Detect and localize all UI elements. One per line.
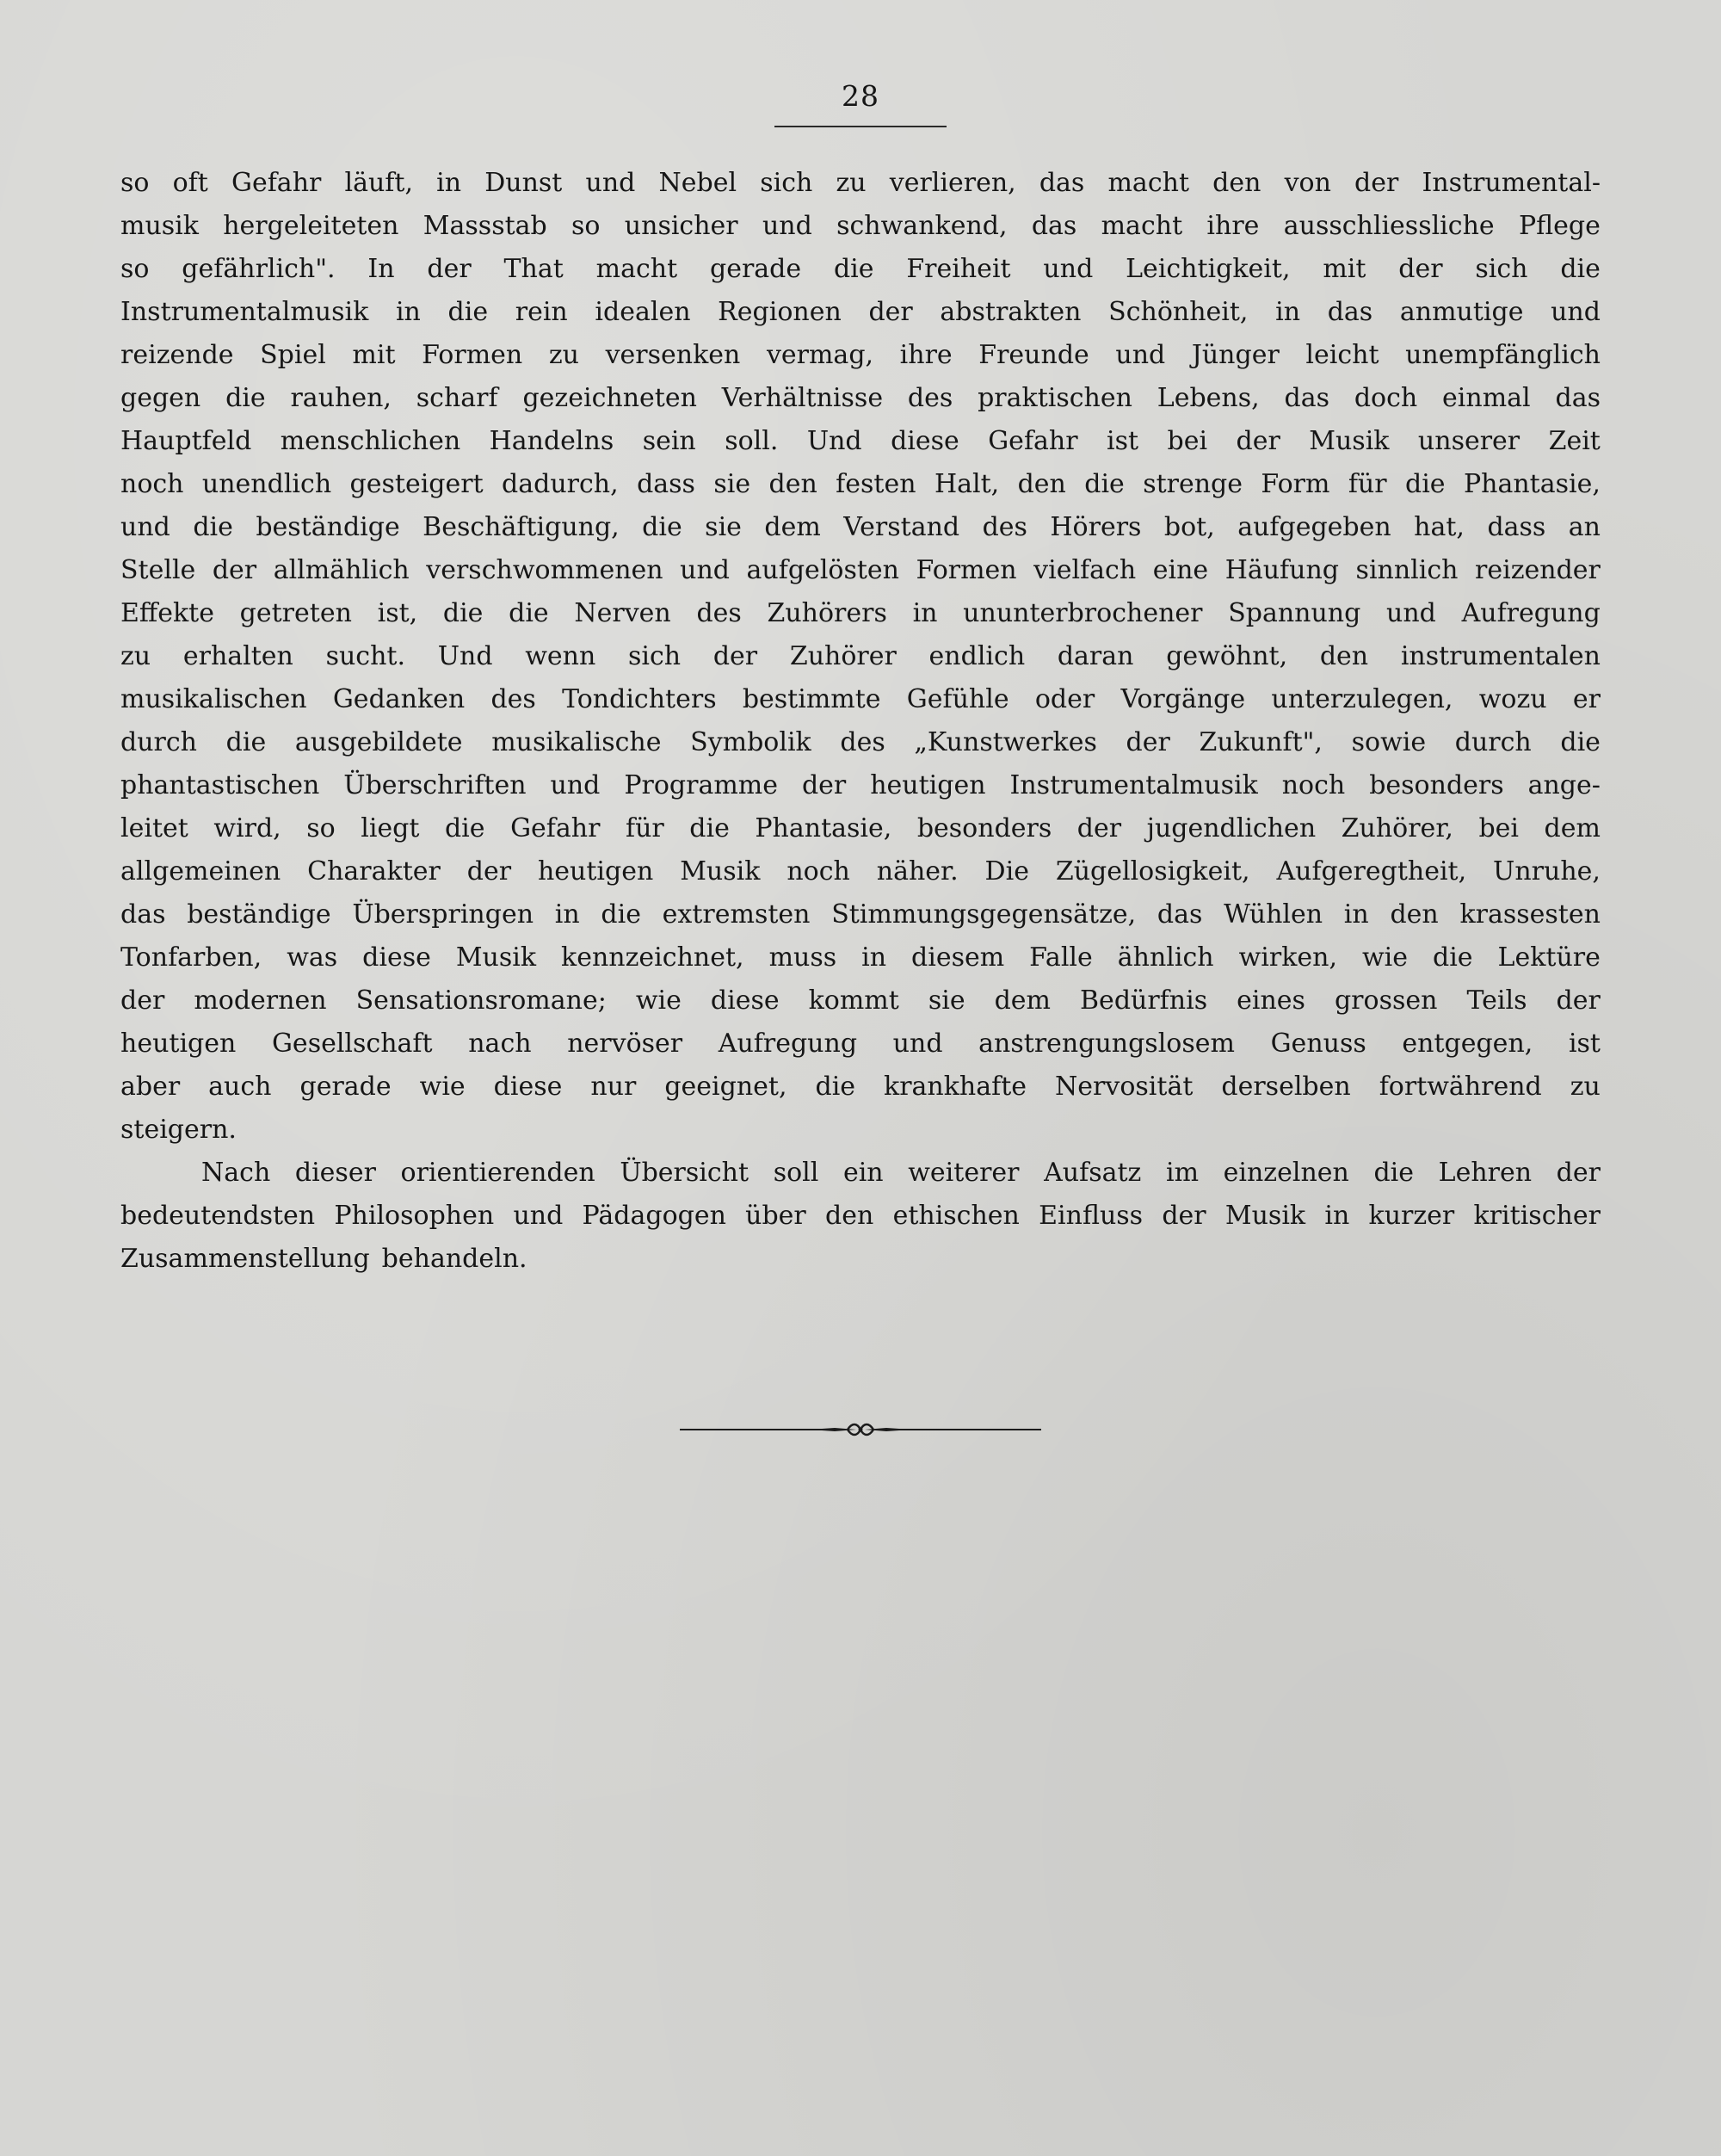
text-line: bedeutendsten Philosophen und Pädagogen über den ethischen Einfluss der Musik in kurzer kritischer	[120, 1201, 1601, 1231]
text-line: Effekte getreten ist, die die Nerven des Zuhörers in ununterbrochener Spannung und Aufregung	[120, 598, 1601, 628]
ornament-divider	[680, 1412, 1041, 1446]
text-line: allgemeinen Charakter der heutigen Musik noch näher. Die Zügellosigkeit, Aufgeregtheit, Unruhe,	[120, 856, 1601, 886]
text-line: aber auch gerade wie diese nur geeignet, die krankhafte Nervosität derselben fortwährend zu	[120, 1072, 1601, 1102]
ornament-rule-left	[680, 1428, 856, 1431]
text-line: durch die ausgebildete musikalische Symbolik des „Kunstwerkes der Zukunft", sowie durch die	[120, 727, 1601, 757]
header-rule	[774, 126, 947, 127]
text-line: Nach dieser orientierenden Übersicht soll ein weiterer Aufsatz im einzelnen die Lehren der	[201, 1158, 1601, 1188]
page-number: 28	[842, 79, 879, 113]
text-line: zu erhalten sucht. Und wenn sich der Zuhörer endlich daran gewöhnt, den instrumentalen	[120, 641, 1601, 671]
text-line: das beständige Überspringen in die extremsten Stimmungsgegensätze, das Wühlen in den krassesten	[120, 899, 1601, 930]
text-line: und die beständige Beschäftigung, die sie dem Verstand des Hörers bot, aufgegeben hat, dass an	[120, 512, 1601, 542]
text-line: Instrumentalmusik in die rein idealen Regionen der abstrakten Schönheit, in das anmutige und	[120, 297, 1601, 327]
text-line: Hauptfeld menschlichen Handelns sein soll. Und diese Gefahr ist bei der Musik unserer Zeit	[120, 426, 1601, 456]
text-line: Tonfarben, was diese Musik kennzeichnet, muss in diesem Falle ähnlich wirken, wie die Lektüre	[120, 942, 1601, 973]
text-line: heutigen Gesellschaft nach nervöser Aufregung und anstrengungslosem Genuss entgegen, ist	[120, 1029, 1601, 1059]
text-line: Zusammenstellung behandeln.	[120, 1244, 527, 1274]
text-line: steigern.	[120, 1115, 237, 1145]
ornament-rule-right	[865, 1428, 1041, 1431]
text-line: Stelle der allmählich verschwommenen und aufgelösten Formen vielfach eine Häufung sinnlich reizender	[120, 555, 1601, 585]
text-line: so gefährlich". In der That macht gerade die Freiheit und Leichtigkeit, mit der sich die	[120, 254, 1601, 284]
text-line: so oft Gefahr läuft, in Dunst und Nebel sich zu verlieren, das macht den von der Instrumental-	[120, 168, 1601, 198]
text-line: musik hergeleiteten Massstab so unsicher und schwankend, das macht ihre ausschliessliche Pflege	[120, 211, 1601, 241]
text-line: der modernen Sensationsromane; wie diese kommt sie dem Bedürfnis eines grossen Teils der	[120, 985, 1601, 1016]
text-line: noch unendlich gesteigert dadurch, dass sie den festen Halt, den die strenge Form für die Phantasie,	[120, 469, 1601, 499]
text-line: gegen die rauhen, scharf gezeichneten Verhältnisse des praktischen Lebens, das doch einmal das	[120, 383, 1601, 413]
body-text	[120, 162, 1601, 1281]
text-line: leitet wird, so liegt die Gefahr für die Phantasie, besonders der jugendlichen Zuhörer, bei dem	[120, 813, 1601, 843]
text-line: phantastischen Überschriften und Programme der heutigen Instrumentalmusik noch besonders ange-	[120, 770, 1601, 800]
paragraph-2	[120, 1152, 1601, 1281]
text-line: reizende Spiel mit Formen zu versenken vermag, ihre Freunde und Jünger leicht unempfänglich	[120, 340, 1601, 370]
paragraph-1	[120, 162, 1601, 1152]
text-line: musikalischen Gedanken des Tondichters bestimmte Gefühle oder Vorgänge unterzulegen, wozu er	[120, 684, 1601, 714]
